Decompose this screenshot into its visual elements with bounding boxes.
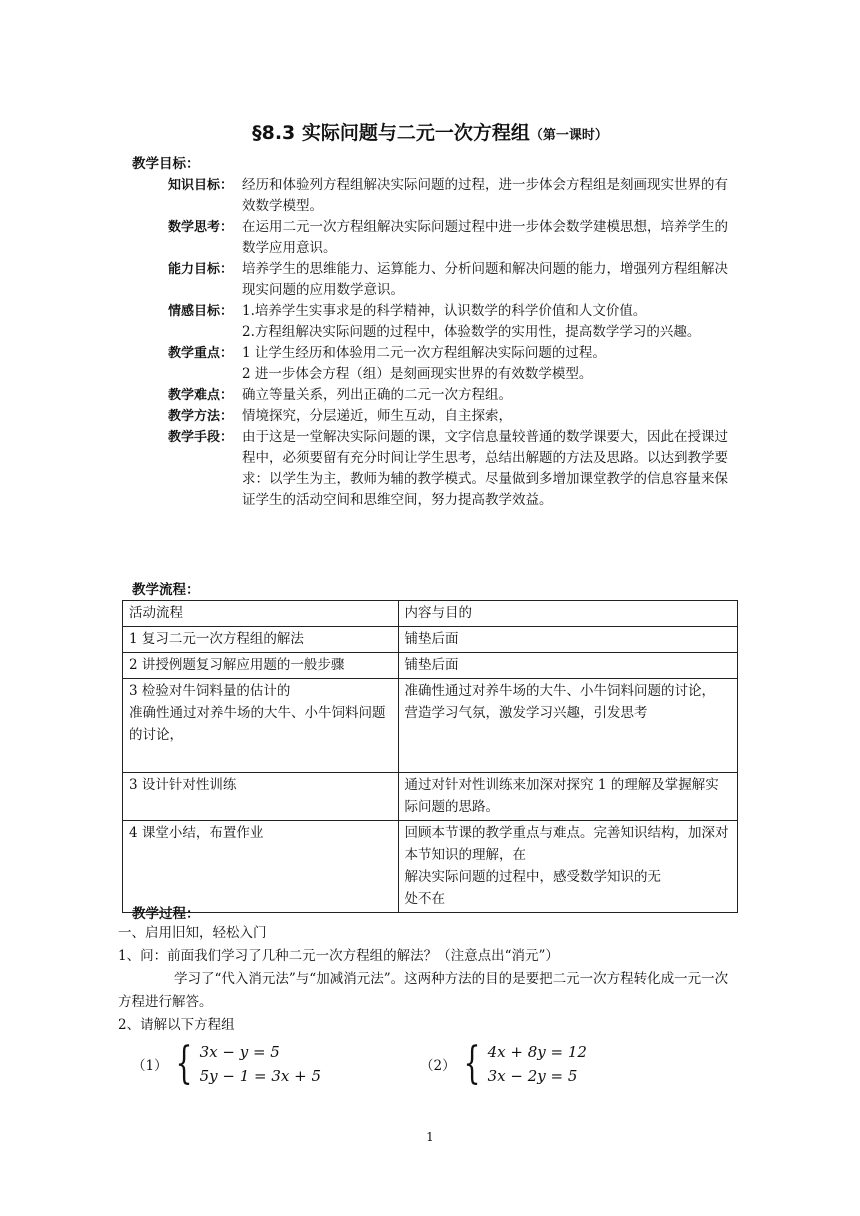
equation-line: 3x − y = 5 (199, 1043, 280, 1061)
system-label: （2） (420, 1058, 456, 1074)
goal-text: 1.培养学生实事求是的科学精神，认识数学的科学价值和人文价值。 (242, 303, 647, 319)
table-header-cell: 内容与目的 (398, 601, 737, 627)
goal-text: 1 让学生经历和体验用二元一次方程组解决实际问题的过程。 (242, 345, 606, 361)
table-row (123, 679, 738, 773)
goal-label: 教学方法： (168, 409, 234, 424)
equation-line: 3x − 2y = 5 (487, 1067, 578, 1085)
goal-text: 2 进一步体会方程（组）是刻画现实世界的有效数学模型。 (242, 366, 593, 382)
page-number: 1 (426, 1130, 434, 1144)
table-cell: 3 设计针对性训练 (123, 773, 399, 821)
table-cell: 铺垫后面 (398, 627, 737, 653)
goal-item (168, 406, 734, 427)
answer-text: 学习了“代入消元法”与“加减消元法”。这两种方法的目的是要把二元一次方程转化成一元一次方程进行解答。 (118, 971, 729, 1010)
page-title (0, 118, 860, 145)
goal-item (168, 343, 734, 385)
title-main: §8.3 实际问题与二元一次方程组 (252, 122, 530, 144)
table-row (123, 627, 738, 653)
title-sub: （第一课时） (529, 128, 608, 143)
goal-item (168, 301, 734, 343)
table-header-cell: 活动流程 (123, 601, 399, 627)
table-row (123, 821, 738, 913)
goal-item (168, 175, 734, 217)
goal-label: 知识目标： (168, 178, 234, 193)
table-row (123, 653, 738, 679)
table-cell: 铺垫后面 (398, 653, 737, 679)
cell-line: 回顾本节课的教学重点与难点。完善知识结构，加深对本节知识的理解，在 (404, 825, 729, 863)
goal-text: 在运用二元一次方程组解决实际问题过程中进一步体会数学建模思想，培养学生的数学应用意识。 (242, 219, 728, 256)
flow-table (122, 600, 738, 913)
goal-label: 教学重点： (168, 346, 234, 361)
goal-text: 确立等量关系，列出正确的二元一次方程组。 (242, 387, 512, 403)
table-header-row (123, 601, 738, 627)
table-cell (398, 679, 737, 773)
goal-item (168, 385, 734, 406)
goal-item (168, 427, 734, 511)
cell-line: 准确性通过对养牛场的大牛、小牛饲料问题的讨论， (129, 705, 386, 743)
process-text (118, 922, 738, 1037)
goal-text: 由于这是一堂解决实际问题的课，文字信息量较普通的数学课要大，因此在授课过程中，必须要留有充分时间让学生思考，总结出解题的方法及思路。以达到教学要求：以学生为主，教师为辅的教学模式。尽量做到多增加课堂教学的信息容量来保证学生的活动空间和思维空间，努力提高教学效益。 (242, 429, 728, 508)
equation-system-1 (132, 1040, 321, 1088)
system-label: （1） (132, 1058, 168, 1074)
goal-label: 教学难点： (168, 388, 234, 403)
goals-heading: 教学目标： (132, 156, 200, 172)
flow-heading: 教学流程： (132, 582, 200, 598)
goal-item (168, 259, 734, 301)
table-row (123, 773, 738, 821)
left-brace-icon: { (463, 1038, 480, 1089)
table-cell (123, 679, 399, 773)
table-cell: 通过对针对性训练来加深对探究 1 的理解及掌握解实际问题的思路。 (398, 773, 737, 821)
goal-text: 2.方程组解决实际问题的过程中，体验数学的实用性，提高数学学习的兴趣。 (242, 324, 701, 340)
equation-line: 5y − 1 = 3x + 5 (199, 1067, 322, 1085)
cell-line: 3 检验对牛饲料量的估计的 (129, 683, 291, 699)
goal-label: 教学手段： (168, 430, 234, 445)
cell-line: 处不在 (404, 891, 446, 907)
goal-label: 数学思考： (168, 220, 234, 235)
table-cell (398, 821, 737, 913)
goal-text: 培养学生的思维能力、运算能力、分析问题和解决问题的能力，增强列方程组解决现实问题的应用数学意识。 (242, 261, 728, 298)
cell-line: 准确性通过对养牛场的大牛、小牛饲料问题的讨论， (404, 683, 716, 699)
table-cell: 2 讲授例题复习解应用题的一般步骤 (123, 653, 399, 679)
goal-item (168, 217, 734, 259)
goal-text: 情境探究，分层递近，师生互动，自主探索， (242, 408, 512, 424)
goal-label: 能力目标： (168, 262, 234, 277)
goals-list (168, 175, 734, 511)
process-heading: 教学过程： (132, 906, 200, 922)
cell-line: 营造学习气氛，激发学习兴趣，引发思考 (404, 705, 648, 721)
cell-line: 解决实际问题的过程中，感受数学知识的无 (404, 869, 662, 885)
goal-text: 经历和体验列方程组解决实际问题的过程，进一步体会方程组是刻画现实世界的有效数学模型。 (242, 177, 728, 214)
table-cell: 1 复习二元一次方程组的解法 (123, 627, 399, 653)
equation-line: 4x + 8y = 12 (487, 1043, 587, 1061)
equation-system-2 (420, 1040, 587, 1088)
task-text: 2、请解以下方程组 (118, 1017, 235, 1033)
table-cell: 4 课堂小结，布置作业 (123, 821, 399, 913)
goal-label: 情感目标： (168, 304, 234, 319)
left-brace-icon: { (175, 1038, 192, 1089)
section-title: 一、启用旧知，轻松入门 (118, 925, 267, 941)
question-text: 1、问：前面我们学习了几种二元一次方程组的解法？（注意点出“消元”） (118, 948, 559, 964)
